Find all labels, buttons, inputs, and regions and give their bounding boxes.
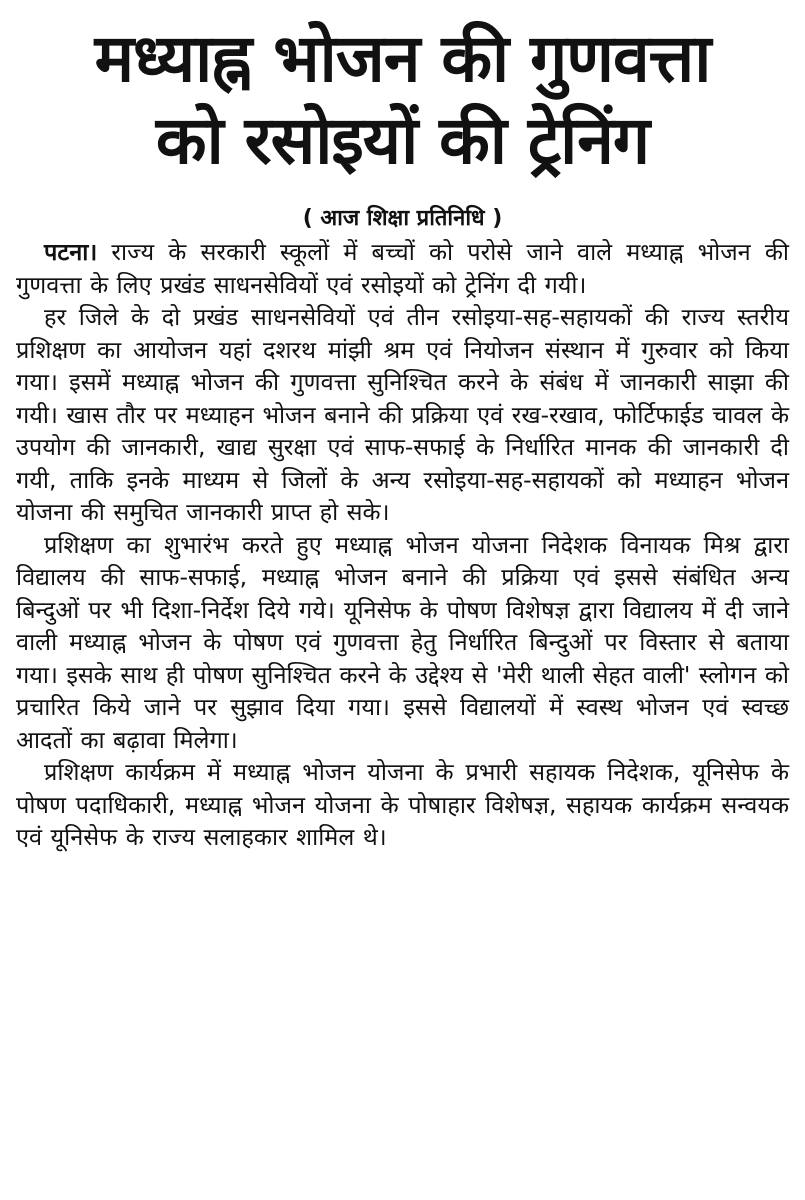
headline (16, 18, 789, 182)
dateline: पटना। (44, 238, 98, 266)
byline: ( आज शिक्षा प्रतिनिधि ) (302, 206, 503, 231)
paragraph-2: हर जिले के दो प्रखंड साधनसेवियों एवं तीन रसोइया-सह-सहायकों की राज्य स्तरीय प्रशिक्षण का आयोजन यहां दशरथ मांझी श्रम एवं नियोजन संस्थान में गुरुवार को किया गया। इसमें मध्याह्न भोजन की गुणवत्ता सुनिश्चित करने के संबंध में जानकारी साझा की गयी। खास तौर पर मध्याहन भोजन बनाने की प्रक्रिया एवं रख-रखाव, फोर्टिफाईड चावल के उपयोग की जानकारी, खाद्य सुरक्षा एवं साफ-सफाई के निर्धारित मानक की जानकारी दी गयी, ताकि इनके माध्यम से जिलों के अन्य रसोइया-सह-सहायकों को मध्याहन भोजन योजना की समुचित जानकारी प्राप्त हो सके। (16, 303, 789, 526)
headline-line-2: को रसोइयों की ट्रेनिंग (155, 102, 650, 179)
paragraph-1-text: राज्य के सरकारी स्कूलों में बच्चों को परोसे जाने वाले मध्याह्न भोजन की गुणवत्ता के लिए प्रखंड साधनसेवियों एवं रसोइयों को ट्रेनिंग दी गयी। (16, 238, 789, 299)
headline-line-1: मध्याह्न भोजन की गुणवत्ता (94, 20, 711, 97)
paragraph-1 (16, 236, 789, 301)
paragraph-3: प्रशिक्षण का शुभारंभ करते हुए मध्याह्न भोजन योजना निदेशक विनायक मिश्र द्वारा विद्यालय की साफ-सफाई, मध्याह्न भोजन बनाने की प्रक्रिया एवं इससे संबंधित अन्य बिन्दुओं पर भी दिशा-निर्देश दिये गये। यूनिसेफ के पोषण विशेषज्ञ द्वारा विद्यालय में दी जाने वाली मध्याह्न भोजन के पोषण एवं गुणवत्ता हेतु निर्धारित बिन्दुओं पर विस्तार से बताया गया। इसके साथ ही पोषण सुनिश्चित करने के उद्देश्य से 'मेरी थाली सेहत वाली' स्लोगन को प्रचारित किये जाने पर सुझाव दिया गया। इससे विद्यालयों में स्वस्थ भोजन एवं स्वच्छ आदतों का बढ़ावा मिलेगा। (16, 530, 789, 754)
paragraph-4: प्रशिक्षण कार्यक्रम में मध्याह्न भोजन योजना के प्रभारी सहायक निदेशक, यूनिसेफ के पोषण पदाधिकारी, मध्याह्न भोजन योजना के पोषाहार विशेषज्ञ, सहायक कार्यक्रम सन्वयक एवं यूनिसेफ के राज्य सलाहकार शामिल थे। (16, 758, 789, 851)
article-body (16, 236, 789, 854)
